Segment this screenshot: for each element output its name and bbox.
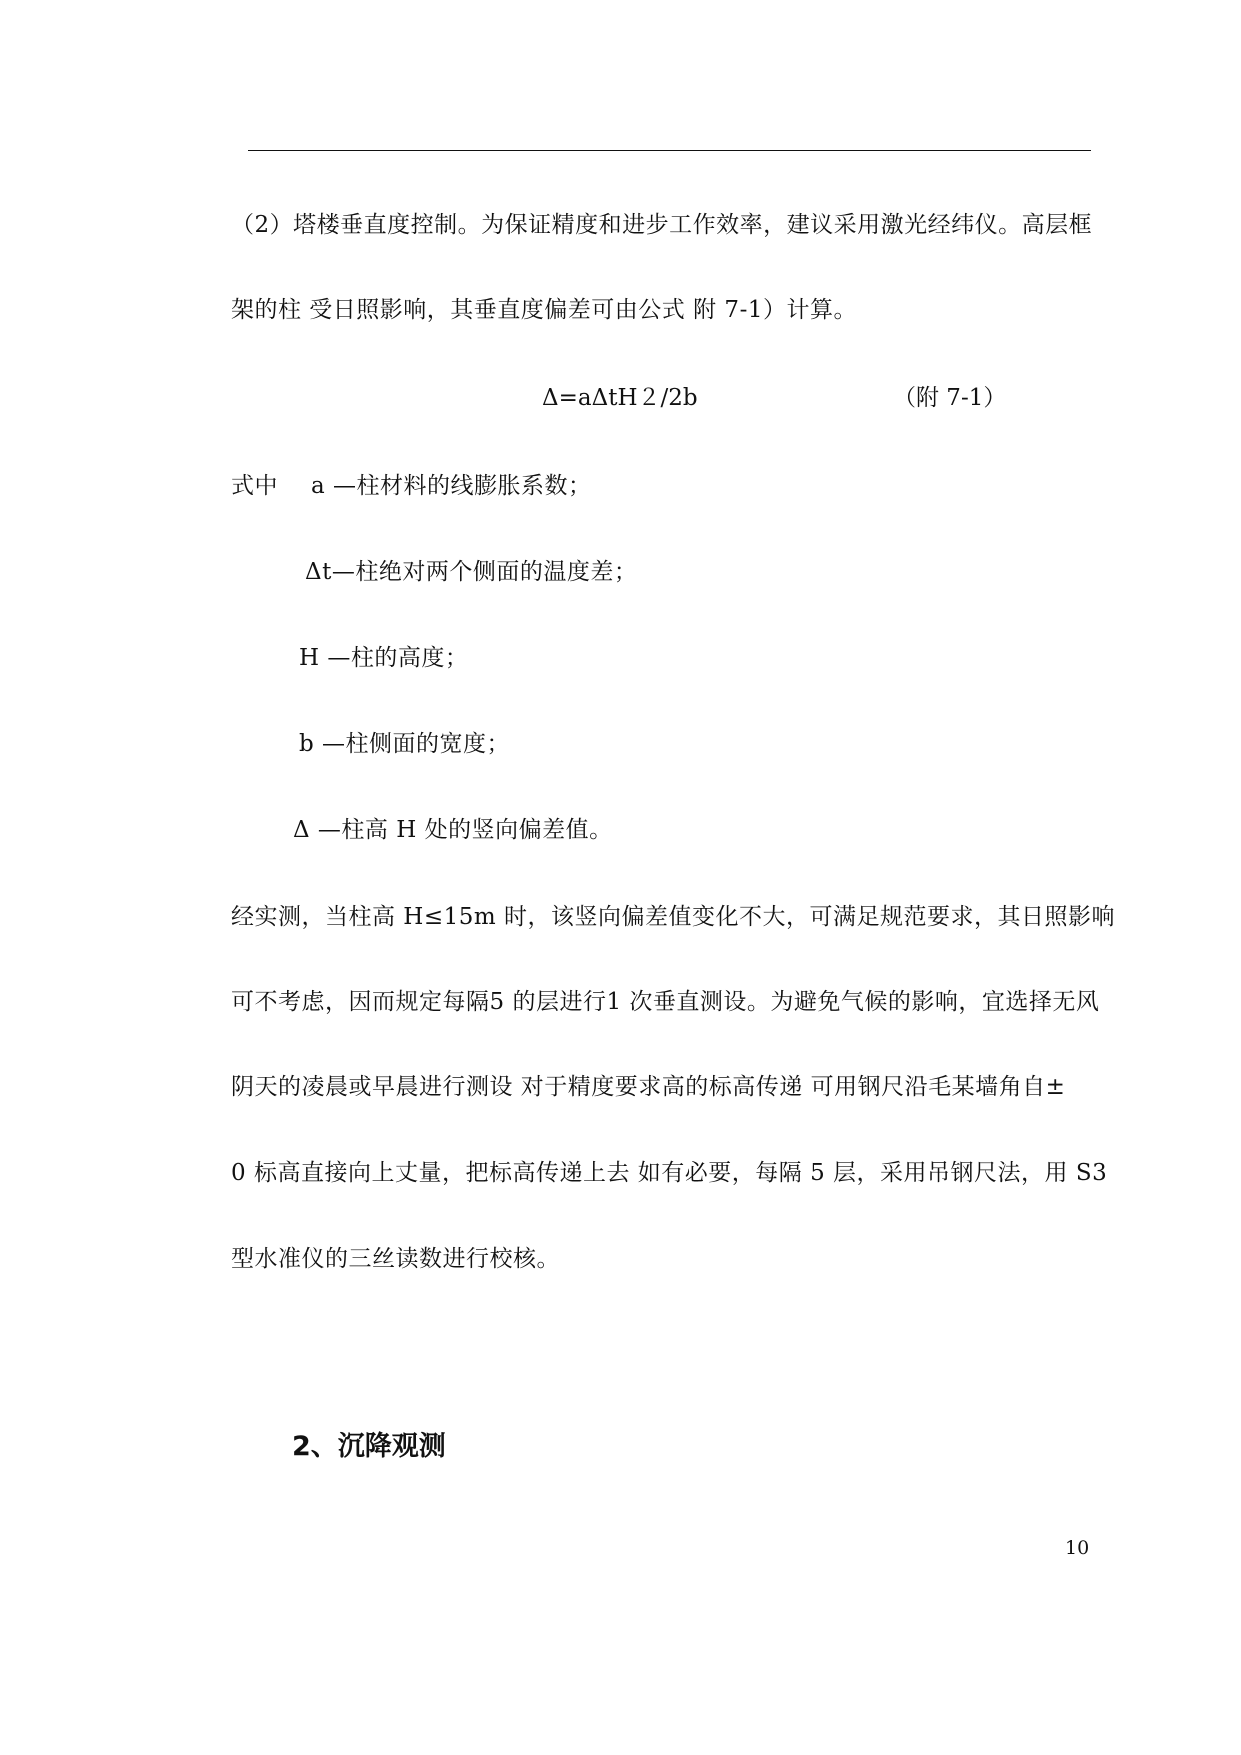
paragraph2-line5: 型水准仪的三丝读数进行校核。 — [231, 1246, 560, 1272]
section-heading: 2、沉降观测 — [292, 1431, 446, 1462]
page-number: 10 — [1065, 1537, 1090, 1559]
paragraph2-line4: 0 标高直接向上丈量，把标高传递上去 如有必要，每隔 5 层，采用吊钢尺法，用 S3 — [231, 1160, 1108, 1186]
paragraph2-line3: 阴天的凌晨或早晨进行测设 对于精度要求高的标高传递 可用钢尺沿毛某墙角自± — [231, 1074, 1066, 1100]
paragraph2-line1: 经实测，当柱高 H≤15m 时，该竖向偏差值变化不大，可满足规范要求，其日照影响 — [231, 904, 1116, 930]
definition-h: H —柱的高度； — [299, 645, 469, 671]
definition-delta: Δ —柱高 H 处的竖向偏差值。 — [293, 817, 613, 843]
definition-delta-t: Δt—柱绝对两个侧面的温度差； — [305, 559, 638, 585]
formula-expression: Δ=aΔtH２/2b — [542, 385, 698, 411]
paragraph2-line2: 可不考虑，因而规定每隔5 的层进行1 次垂直测设。为避免气候的影响，宜选择无风 — [231, 989, 1100, 1015]
definitions-intro: 式中 — [231, 473, 278, 499]
header-rule — [248, 150, 1091, 151]
definition-b: b —柱侧面的宽度； — [299, 731, 511, 757]
formula-reference: （附 7-1） — [893, 385, 1007, 411]
paragraph1-line1: （2）塔楼垂直度控制。为保证精度和进步工作效率，建议采用激光经纬仪。高层框 — [231, 212, 1093, 238]
paragraph1-line2: 架的柱 受日照影响，其垂直度偏差可由公式 附 7-1）计算。 — [231, 297, 857, 323]
definition-a: a —柱材料的线膨胀系数； — [311, 473, 592, 499]
